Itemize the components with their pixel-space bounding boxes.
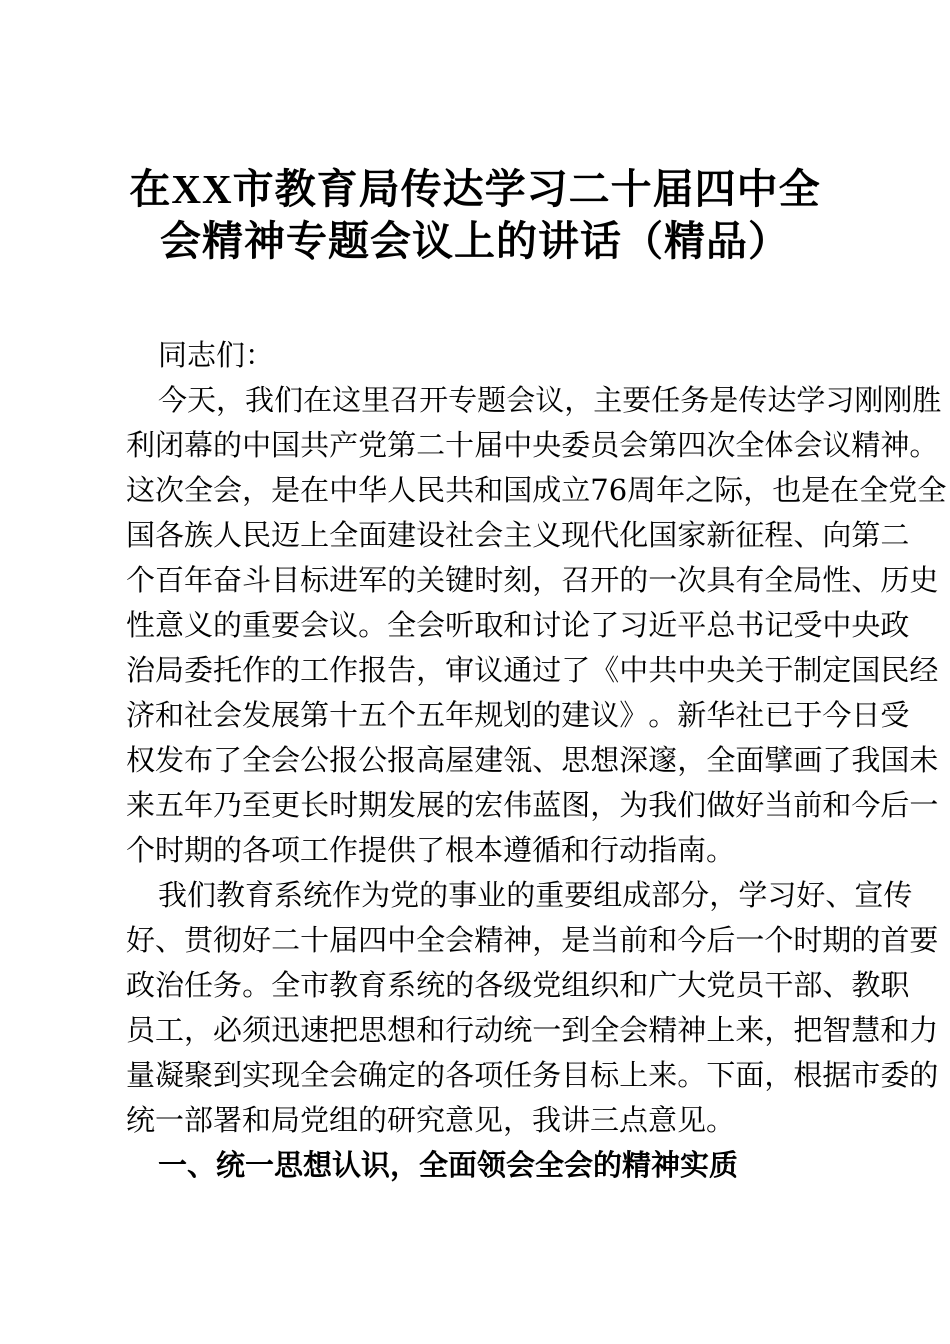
paragraph-line: 权 发 布 了 全 会 公 报 公 报 高 屋 建 瓴 、 思 想 深 邃 ， 全 面 擘 画 了 我 国 未 xyxy=(126,743,939,777)
paragraph-line: 利 闭 幕 的 中 国 共 产 党 第 二 十 届 中 央 委 员 会 第 四 次 全 体 会 议 精 神 。 xyxy=(126,428,939,462)
paragraph-line: 国 各 族 人 民 迈 上 全 面 建 设 社 会 主 义 现 代 化 国 家 新 征 程 、 向 第 二 xyxy=(126,518,910,552)
document-title-line-2: 会精神专题会议上的讲话（精品） xyxy=(160,218,790,264)
paragraph-line: 我 们 教 育 系 统 作 为 党 的 事 业 的 重 要 组 成 部 分 ， 学 习 好 、 宣 传 xyxy=(158,878,913,912)
paragraph-line: 治 局 委 托 作 的 工 作 报 告 ， 审 议 通 过 了 《 中 共 中 央 关 于 制 定 国 民 经 xyxy=(126,653,939,687)
paragraph-line: 性 意 义 的 重 要 会 议 。 全 会 听 取 和 讨 论 了 习 近 平 总 书 记 受 中 央 政 xyxy=(126,608,910,642)
paragraph-line: 个 百 年 奋 斗 目 标 进 军 的 关 键 时 刻 ， 召 开 的 一 次 具 有 全 局 性 、 历 史 xyxy=(126,563,939,597)
paragraph-line: 同志们： xyxy=(158,338,275,372)
paragraph-line: 量 凝 聚 到 实 现 全 会 确 定 的 各 项 任 务 目 标 上 来 。 下 面 ， 根 据 市 委 的 xyxy=(126,1058,939,1092)
document-title-line-1: 在XX市教育局传达学习二十届四中全 xyxy=(129,166,821,212)
paragraph-line: 这 次 全 会 ， 是 在 中 华 人 民 共 和 国 成 立 76 周 年 之 际 ， 也 是 在 全 党 全 xyxy=(126,473,947,507)
document-title xyxy=(0,0,950,267)
paragraph-line: 今 天 ， 我 们 在 这 里 召 开 专 题 会 议 ， 主 要 任 务 是 传 达 学 习 刚 刚 胜 xyxy=(158,383,942,417)
paragraph-line: 来 五 年 乃 至 更 长 时 期 发 展 的 宏 伟 蓝 图 ， 为 我 们 做 好 当 前 和 今 后 一 xyxy=(126,788,939,822)
paragraph-line: 个时期的各项工作提供了根本遵循和行动指南。 xyxy=(126,833,736,867)
section-heading: 一、统一思想认识，全面领会全会的精神实质 xyxy=(158,1148,739,1182)
document-body xyxy=(126,333,947,1188)
paragraph-line: 好 、 贯 彻 好 二 十 届 四 中 全 会 精 神 ， 是 当 前 和 今 后 一 个 时 期 的 首 要 xyxy=(126,923,939,957)
paragraph-line: 政 治 任 务 。 全 市 教 育 系 统 的 各 级 党 组 织 和 广 大 党 员 干 部 、 教 职 xyxy=(126,968,910,1002)
paragraph-line: 济 和 社 会 发 展 第 十 五 个 五 年 规 划 的 建 议 》 。 新 华 社 已 于 今 日 受 xyxy=(126,698,910,732)
paragraph-line: 统一部署和局党组的研究意见，我讲三点意见。 xyxy=(126,1103,736,1137)
paragraph-line: 员 工 ， 必 须 迅 速 把 思 想 和 行 动 统 一 到 全 会 精 神 上 来 ， 把 智 慧 和 力 xyxy=(126,1013,939,1047)
